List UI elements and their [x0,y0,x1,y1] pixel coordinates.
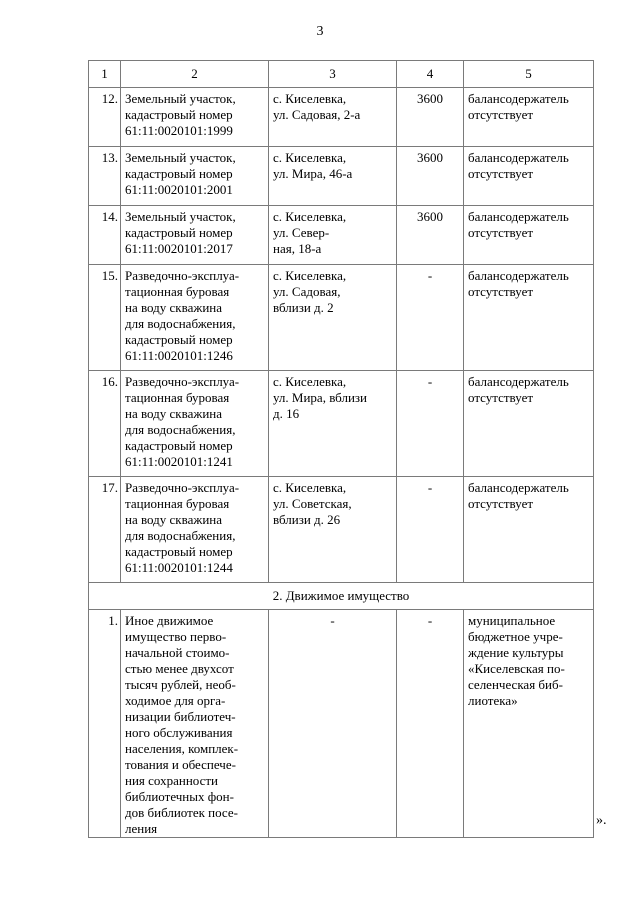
object-name-line: стью менее двухсот [125,661,234,676]
object-name-line: 61:11:0020101:2017 [125,241,233,256]
object-name-line: кадастровый номер [125,107,233,122]
object-address [269,206,397,265]
object-area: 3600 [397,147,464,206]
object-name-line: кадастровый номер [125,166,233,181]
object-name [121,88,269,147]
table-row [89,88,594,147]
balance-holder-line: отсутствует [468,166,534,181]
balance-holder-line: балансодержатель [468,268,569,283]
object-name-line: для водоснабжения, [125,528,236,543]
object-name [121,610,269,838]
header-col-4: 4 [397,61,464,88]
balance-holder [464,147,594,206]
object-name [121,371,269,477]
balance-holder-line: балансодержатель [468,150,569,165]
table-row [89,477,594,583]
object-name-line: кадастровый номер [125,332,233,347]
table-row [89,206,594,265]
object-address-line: ул. Садовая, 2-а [273,107,361,122]
object-address-line: с. Киселевка, [273,91,347,106]
object-name-line: Иное движимое [125,613,214,628]
object-name-line: Земельный участок, [125,91,236,106]
row-number: 17. [89,477,121,583]
object-address-line: д. 16 [273,406,300,421]
object-name-line: для водоснабжения, [125,316,236,331]
object-name-line: кадастровый номер [125,544,233,559]
header-col-1: 1 [89,61,121,88]
object-address [269,265,397,371]
balance-holder-line: балансодержатель [468,209,569,224]
object-name-line: низации библиотеч- [125,709,236,724]
object-area: - [397,265,464,371]
object-name [121,265,269,371]
header-col-3: 3 [269,61,397,88]
property-table [88,60,594,838]
object-address-line: с. Киселевка, [273,209,347,224]
balance-holder-line: отсутствует [468,225,534,240]
object-name-line: тысяч рублей, необ- [125,677,236,692]
object-name-line: Разведочно-эксплуа- [125,268,240,283]
object-name-line: Разведочно-эксплуа- [125,480,240,495]
object-address-line: с. Киселевка, [273,480,347,495]
object-name-line: кадастровый номер [125,438,233,453]
object-name-line: кадастровый номер [125,225,233,240]
object-address-line: с. Киселевка, [273,268,347,283]
table-row [89,147,594,206]
object-address-line: вблизи д. 2 [273,300,334,315]
table-row [89,371,594,477]
object-name-line: 61:11:0020101:1999 [125,123,233,138]
object-name-line: Земельный участок, [125,209,236,224]
balance-holder-line: «Киселевская по- [468,661,565,676]
object-name-line: ходимое для орга- [125,693,226,708]
balance-holder [464,371,594,477]
balance-holder [464,610,594,838]
object-address-line: с. Киселевка, [273,150,347,165]
object-address-line: ул. Советская, [273,496,352,511]
object-name-line: дов библиотек посе- [125,805,238,820]
object-name-line: 61:11:0020101:1241 [125,454,233,469]
object-address [269,147,397,206]
object-name [121,477,269,583]
row-number: 13. [89,147,121,206]
balance-holder-line: селенческая биб- [468,677,563,692]
object-name-line: Земельный участок, [125,150,236,165]
object-name-line: населения, комплек- [125,741,239,756]
balance-holder-line: отсутствует [468,390,534,405]
object-name-line: тационная буровая [125,284,230,299]
header-col-5: 5 [464,61,594,88]
object-area: 3600 [397,206,464,265]
object-address-line: ул. Садовая, [273,284,341,299]
object-name-line: на воду скважина [125,512,223,527]
row-number: 15. [89,265,121,371]
object-address: - [269,610,397,838]
balance-holder-line: балансодержатель [468,91,569,106]
object-name-line: ного обслуживания [125,725,233,740]
object-name-line: тационная буровая [125,390,230,405]
object-address-line: ул. Мира, вблизи [273,390,367,405]
balance-holder [464,88,594,147]
object-name-line: тования и обеспече- [125,757,236,772]
object-name-line: 61:11:0020101:1244 [125,560,233,575]
row-number: 12. [89,88,121,147]
object-name-line: имущество перво- [125,629,227,644]
section-title: 2. Движимое имущество [89,583,594,610]
object-area: - [397,477,464,583]
header-col-2: 2 [121,61,269,88]
object-name-line: на воду скважина [125,300,223,315]
object-name-line: 61:11:0020101:2001 [125,182,233,197]
page-number: 3 [316,24,324,39]
balance-holder-line: балансодержатель [468,374,569,389]
closing-quote-mark: ». [596,813,607,828]
object-area: - [397,371,464,477]
object-address-line: ул. Север- [273,225,330,240]
object-name-line: ния сохранности [125,773,219,788]
table-row [89,265,594,371]
object-name-line: на воду скважина [125,406,223,421]
balance-holder-line: лиотека» [468,693,518,708]
row-number: 16. [89,371,121,477]
row-number: 14. [89,206,121,265]
section-row [89,583,594,610]
object-name-line: библиотечных фон- [125,789,234,804]
object-name-line: Разведочно-эксплуа- [125,374,240,389]
object-name [121,206,269,265]
object-name-line: ления [125,821,158,836]
object-name-line: тационная буровая [125,496,230,511]
object-area: - [397,610,464,838]
object-address-line: вблизи д. 26 [273,512,341,527]
object-name-line: 61:11:0020101:1246 [125,348,233,363]
balance-holder-line: балансодержатель [468,480,569,495]
balance-holder [464,477,594,583]
object-address-line: с. Киселевка, [273,374,347,389]
balance-holder-line: отсутствует [468,284,534,299]
balance-holder-line: ждение культуры [468,645,564,660]
balance-holder-line: муниципальное [468,613,556,628]
object-name [121,147,269,206]
row-number: 1. [89,610,121,838]
balance-holder-line: бюджетное учре- [468,629,563,644]
object-area: 3600 [397,88,464,147]
object-address [269,371,397,477]
table-row [89,610,594,838]
balance-holder-line: отсутствует [468,107,534,122]
balance-holder [464,265,594,371]
object-name-line: для водоснабжения, [125,422,236,437]
object-name-line: начальной стоимо- [125,645,230,660]
object-address-line: ул. Мира, 46-а [273,166,353,181]
object-address-line: ная, 18-а [273,241,322,256]
object-address [269,88,397,147]
balance-holder [464,206,594,265]
object-address [269,477,397,583]
table-header-row [89,61,594,88]
balance-holder-line: отсутствует [468,496,534,511]
